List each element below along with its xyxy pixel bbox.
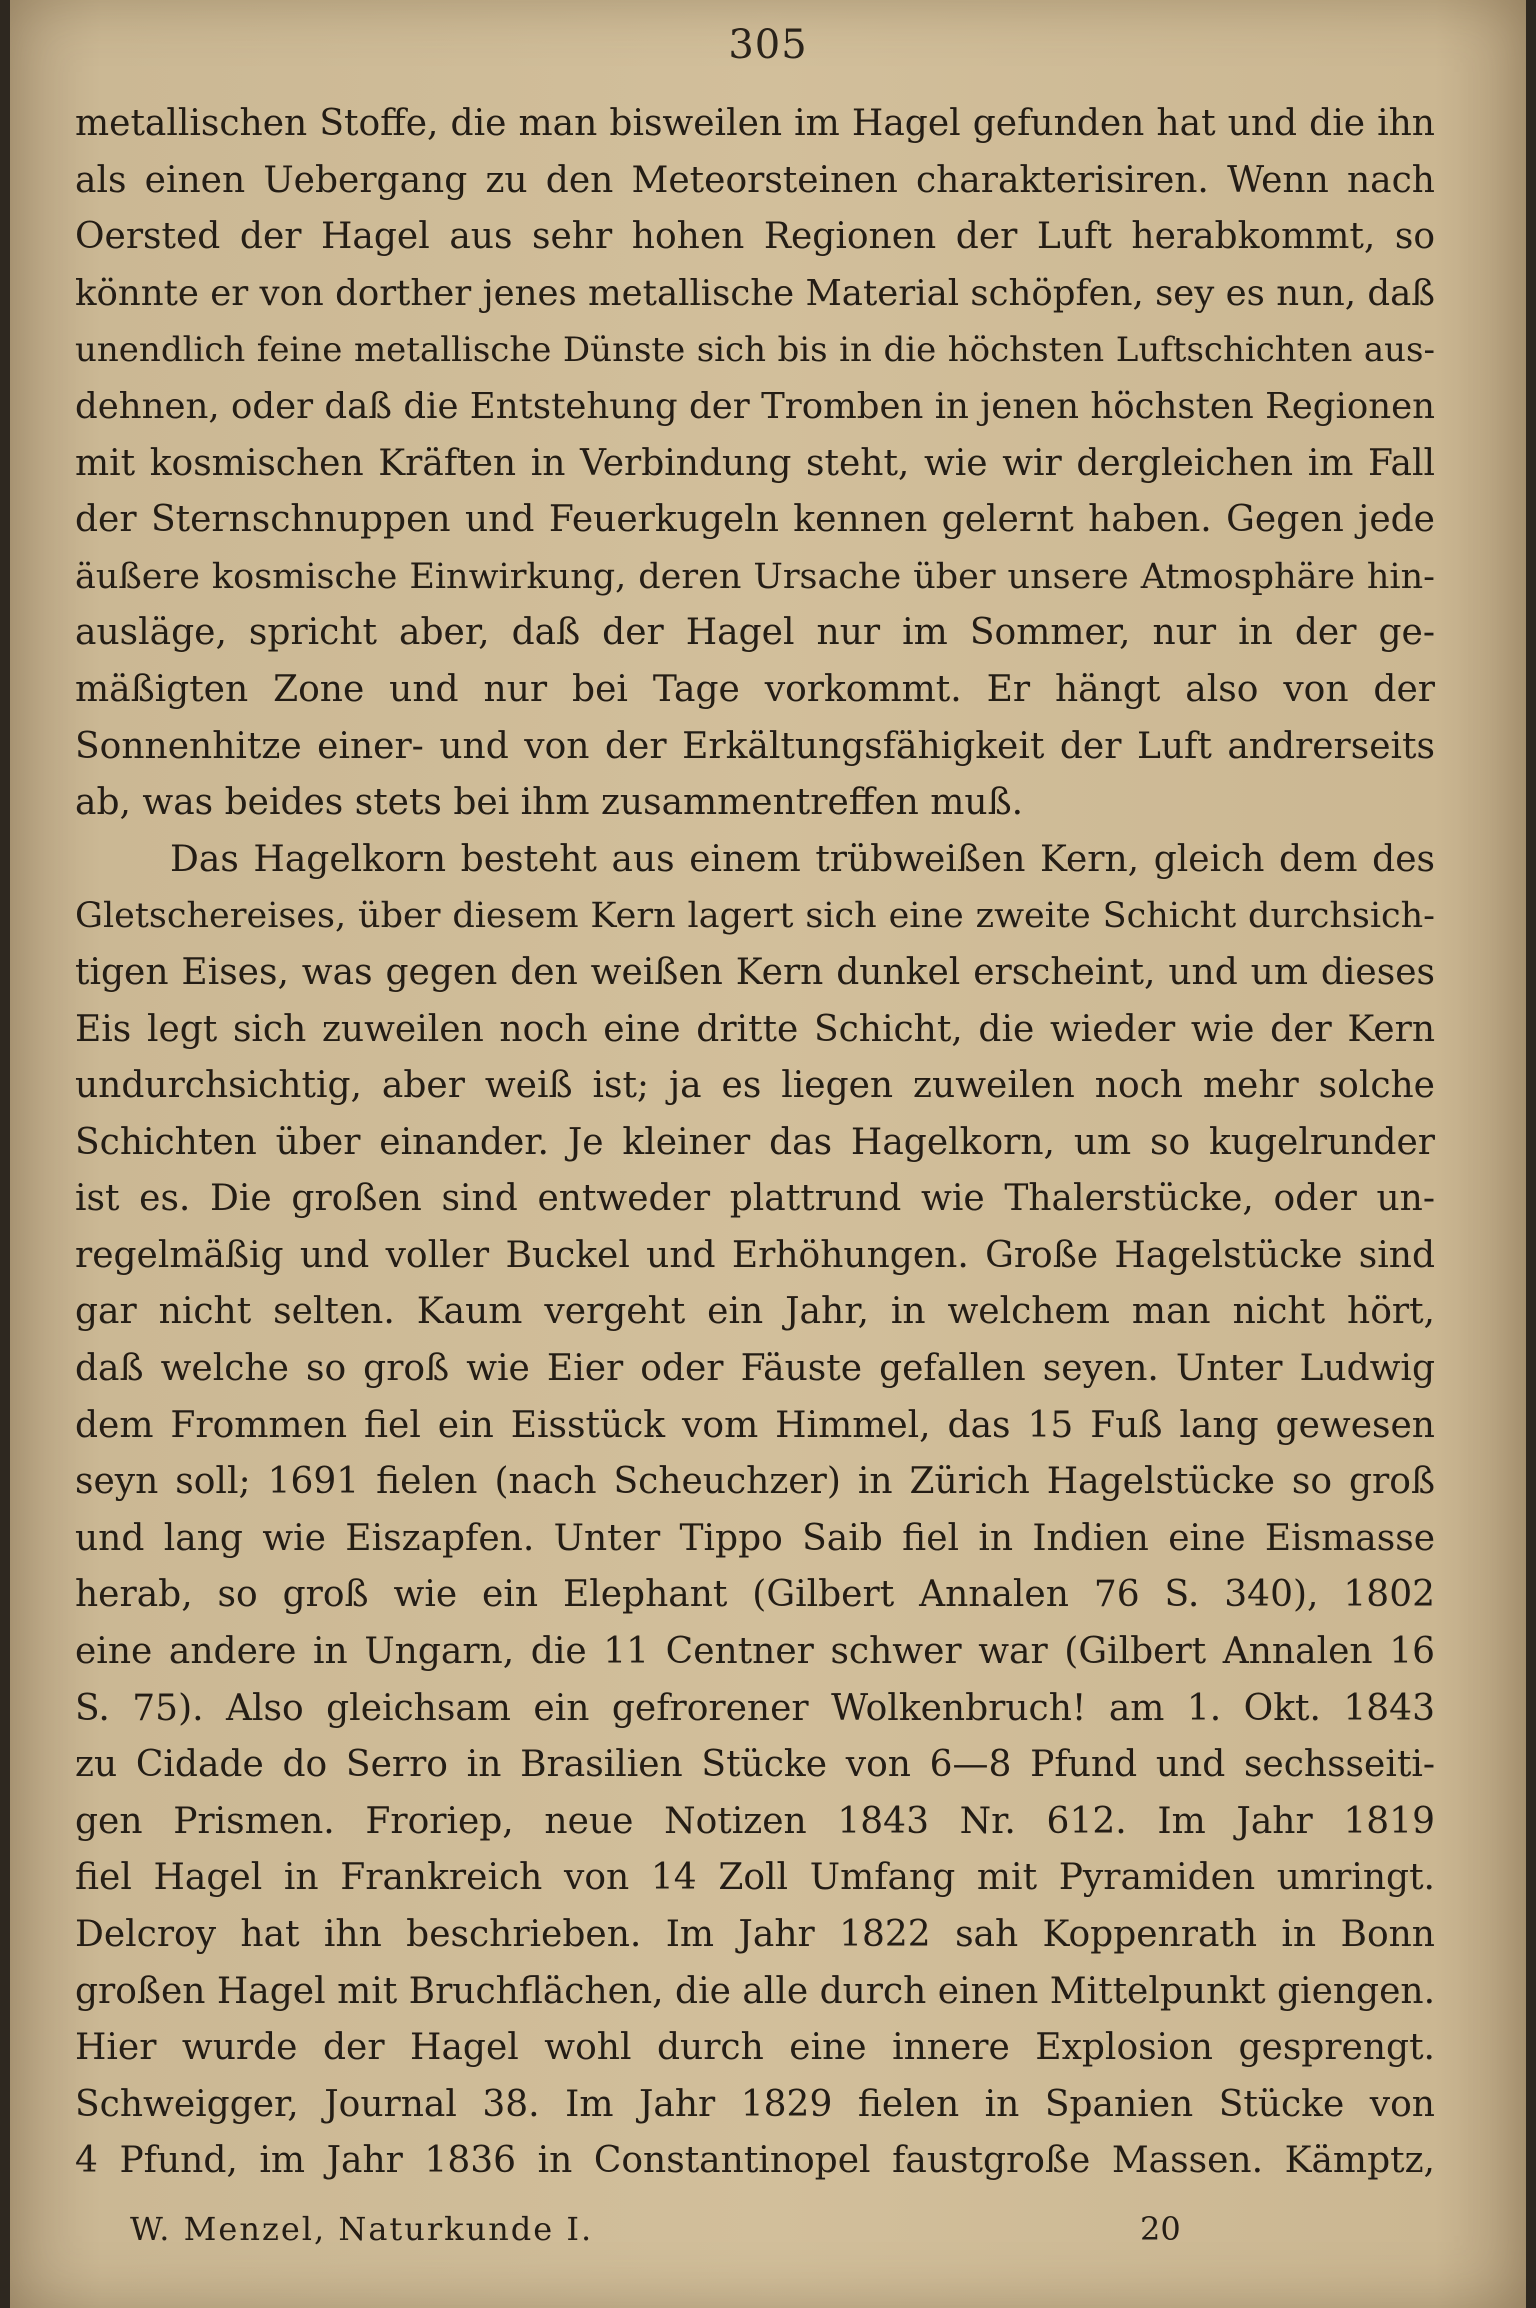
text-line: dehnen, oder daß die Entstehung der Tromben in jenen höchsten Regionen	[75, 385, 1435, 427]
text-line: Eis legt sich zuweilen noch eine dritte Schicht, die wieder wie der Kern	[75, 1008, 1435, 1050]
text-line: seyn soll; 1691 fielen (nach Scheuchzer) in Zürich Hagelstücke so groß	[75, 1461, 1435, 1503]
sheet-number: 20	[1140, 2210, 1181, 2248]
book-page	[10, 0, 1526, 2308]
text-line: mäßigten Zone und nur bei Tage vorkommt. Er hängt also von der	[75, 668, 1435, 710]
text-line: und lang wie Eiszapfen. Unter Tippo Saib fiel in Indien eine Eismasse	[75, 1517, 1435, 1559]
text-line: dem Frommen fiel ein Eisstück vom Himmel, das 15 Fuß lang gewesen	[75, 1404, 1435, 1446]
text-line: S. 75). Also gleichsam ein gefrorener Wolkenbruch! am 1. Okt. 1843	[75, 1687, 1435, 1729]
text-line: undurchsichtig, aber weiß ist; ja es liegen zuweilen noch mehr solche	[75, 1065, 1435, 1107]
text-line: regelmäßig und voller Buckel und Erhöhungen. Große Hagelstücke sind	[75, 1234, 1435, 1276]
text-line: Oersted der Hagel aus sehr hohen Regionen der Luft herabkommt, so	[75, 216, 1435, 258]
text-line: Schweigger, Journal 38. Im Jahr 1829 fielen in Spanien Stücke von	[75, 2083, 1435, 2125]
text-line: ab, was beides stets bei ihm zusammentreffen muß.	[75, 782, 1024, 824]
text-line: ausläge, spricht aber, daß der Hagel nur im Sommer, nur in der ge-	[75, 612, 1435, 654]
text-line: großen Hagel mit Bruchflächen, die alle durch einen Mittelpunkt giengen.	[75, 1970, 1436, 2012]
body-text	[75, 96, 1435, 2190]
text-line: fiel Hagel in Frankreich von 14 Zoll Umfang mit Pyramiden umringt.	[75, 1857, 1435, 1899]
text-line: unendlich feine metallische Dünste sich bis in die höchsten Luftschichten aus-	[75, 330, 1435, 371]
text-line: Delcroy hat ihn beschrieben. Im Jahr 1822 sah Koppenrath in Bonn	[75, 1914, 1435, 1955]
text-line: gen Prismen. Froriep, neue Notizen 1843 Nr. 612. Im Jahr 1819	[75, 1800, 1435, 1842]
text-line: herab, so groß wie ein Elephant (Gilbert Annalen 76 S. 340), 1802	[75, 1574, 1435, 1616]
text-line: eine andere in Ungarn, die 11 Centner schwer war (Gilbert Annalen 16	[75, 1631, 1435, 1673]
text-line: der Sternschnuppen und Feuerkugeln kennen gelernt haben. Gegen jede	[75, 499, 1435, 541]
text-line: gar nicht selten. Kaum vergeht ein Jahr, in welchem man nicht hört,	[75, 1291, 1435, 1333]
text-line: zu Cidade do Serro in Brasilien Stücke von 6—8 Pfund und sechsseiti-	[75, 1744, 1435, 1786]
printer-signature: W. Menzel, Naturkunde I.	[130, 2210, 594, 2248]
text-line: Das Hagelkorn besteht aus einem trübweißen Kern, gleich dem des	[170, 838, 1435, 880]
text-line: Gletschereises, über diesem Kern lagert sich eine zweite Schicht durchsich-	[75, 896, 1435, 937]
text-line: ist es. Die großen sind entweder plattrund wie Thalerstücke, oder un-	[75, 1178, 1435, 1220]
text-line: 4 Pfund, im Jahr 1836 in Constantinopel faustgroße Massen. Kämptz,	[75, 2140, 1435, 2182]
text-line: metallischen Stoffe, die man bisweilen im Hagel gefunden hat und die ihn	[75, 103, 1435, 144]
text-line: Hier wurde der Hagel wohl durch eine innere Explosion gesprengt.	[75, 2027, 1435, 2069]
text-line: mit kosmischen Kräften in Verbindung steht, wie wir dergleichen im Fall	[75, 442, 1435, 484]
page-number: 305	[728, 22, 808, 68]
text-line: Sonnenhitze einer- und von der Erkältungsfähigkeit der Luft andrerseits	[75, 725, 1435, 767]
text-line: daß welche so groß wie Eier oder Fäuste gefallen seyen. Unter Ludwig	[75, 1348, 1435, 1390]
text-line: als einen Uebergang zu den Meteorsteinen charakterisiren. Wenn nach	[75, 159, 1435, 201]
text-line: äußere kosmische Einwirkung, deren Ursache über unsere Atmosphäre hin-	[75, 556, 1435, 597]
text-line: Schichten über einander. Je kleiner das Hagelkorn, um so kugelrunder	[75, 1121, 1435, 1163]
text-line: könnte er von dorther jenes metallische Material schöpfen, sey es nun, daß	[75, 272, 1435, 314]
text-line: tigen Eises, was gegen den weißen Kern dunkel erscheint, und um dieses	[75, 951, 1435, 993]
